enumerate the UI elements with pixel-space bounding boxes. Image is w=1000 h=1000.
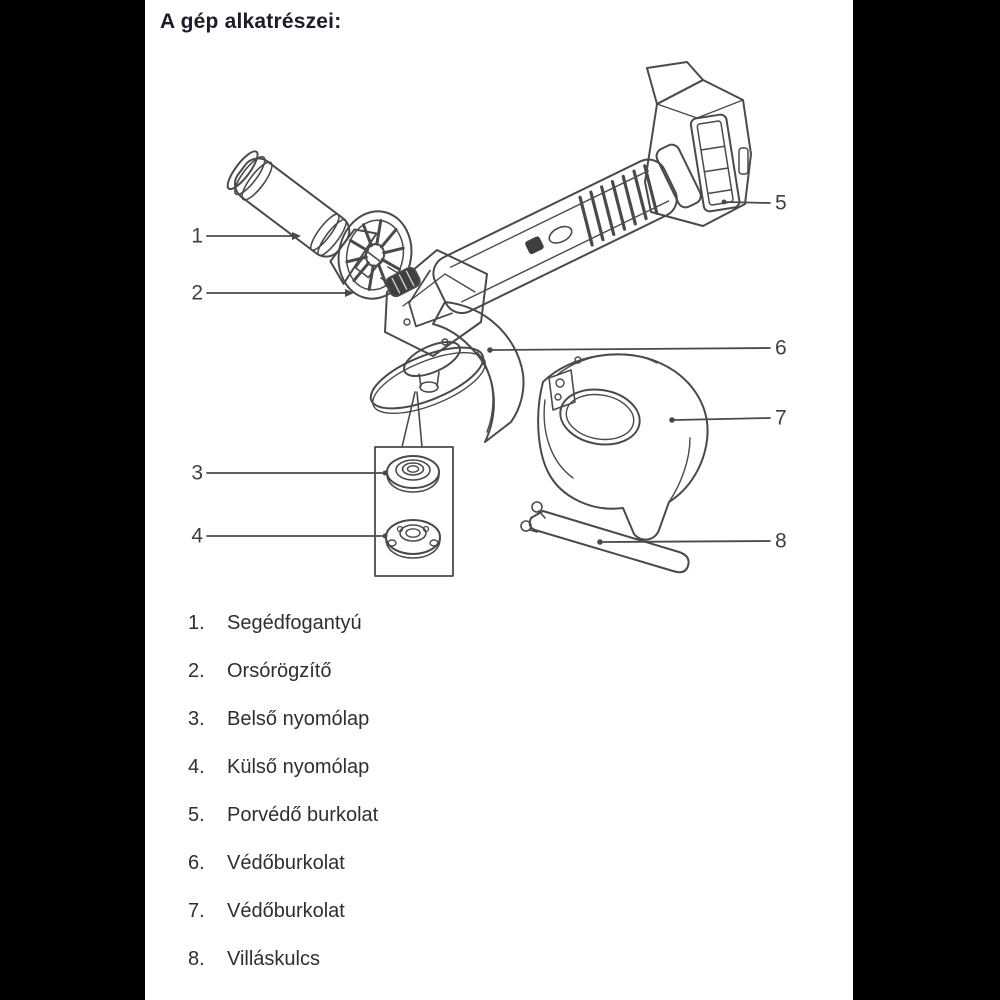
list-item bbox=[188, 948, 378, 976]
list-item bbox=[188, 612, 378, 640]
exploded-diagram bbox=[145, 60, 853, 600]
list-item-number: 6. bbox=[188, 852, 205, 874]
angle-grinder-illustration bbox=[145, 60, 853, 600]
list-item-label: Segédfogantyú bbox=[227, 612, 362, 634]
list-item-number: 1. bbox=[188, 612, 205, 634]
callout-8 bbox=[597, 530, 786, 553]
list-item-number: 4. bbox=[188, 756, 205, 778]
list-item-label: Porvédő burkolat bbox=[227, 804, 379, 826]
machine-body bbox=[393, 142, 703, 337]
list-item-label: Védőburkolat bbox=[227, 900, 345, 922]
parts-list bbox=[188, 612, 378, 996]
list-item-label: Villáskulcs bbox=[227, 948, 320, 970]
list-item-label: Védőburkolat bbox=[227, 852, 345, 874]
pin-wrench bbox=[521, 502, 689, 572]
callout-number-7: 7 bbox=[775, 406, 787, 430]
side-handle bbox=[219, 142, 392, 293]
list-item bbox=[188, 660, 378, 688]
callout-number-2: 2 bbox=[191, 281, 203, 305]
list-item-label: Külső nyomólap bbox=[227, 756, 370, 778]
callout-number-4: 4 bbox=[191, 524, 203, 548]
list-item bbox=[188, 708, 378, 736]
callout-number-6: 6 bbox=[775, 336, 787, 360]
callout-7 bbox=[669, 407, 786, 430]
callout-4 bbox=[191, 525, 387, 548]
letterbox-left bbox=[0, 0, 145, 1000]
list-item-number: 2. bbox=[188, 660, 205, 682]
list-item bbox=[188, 756, 378, 784]
callout-3 bbox=[191, 462, 387, 485]
mounted-guard-and-disc bbox=[363, 302, 523, 442]
page-title: A gép alkatrészei: bbox=[160, 10, 342, 33]
list-item-label: Belső nyomólap bbox=[227, 708, 370, 730]
list-item-label: Orsórögzítő bbox=[227, 660, 332, 682]
battery-latch bbox=[739, 148, 748, 174]
lock-button bbox=[524, 235, 545, 255]
list-item bbox=[188, 804, 378, 832]
list-item bbox=[188, 852, 378, 880]
exploded-flange-box bbox=[375, 392, 453, 576]
vent-grille bbox=[571, 166, 666, 245]
list-item bbox=[188, 900, 378, 928]
callout-1 bbox=[191, 225, 301, 248]
power-switch bbox=[547, 223, 575, 246]
letterbox-right bbox=[853, 0, 1000, 1000]
callout-number-5: 5 bbox=[775, 191, 787, 215]
spindle bbox=[420, 382, 438, 392]
list-item-number: 8. bbox=[188, 948, 205, 970]
list-item-number: 5. bbox=[188, 804, 205, 826]
list-item-number: 3. bbox=[188, 708, 205, 730]
callout-number-1: 1 bbox=[191, 224, 203, 248]
battery-cell-window bbox=[690, 114, 740, 212]
list-item-number: 7. bbox=[188, 900, 205, 922]
outer-flange bbox=[386, 520, 440, 558]
callout-number-8: 8 bbox=[775, 529, 787, 553]
inner-flange bbox=[387, 456, 439, 492]
callout-number-3: 3 bbox=[191, 461, 203, 485]
callout-2 bbox=[191, 282, 354, 305]
detached-guard bbox=[538, 354, 707, 540]
